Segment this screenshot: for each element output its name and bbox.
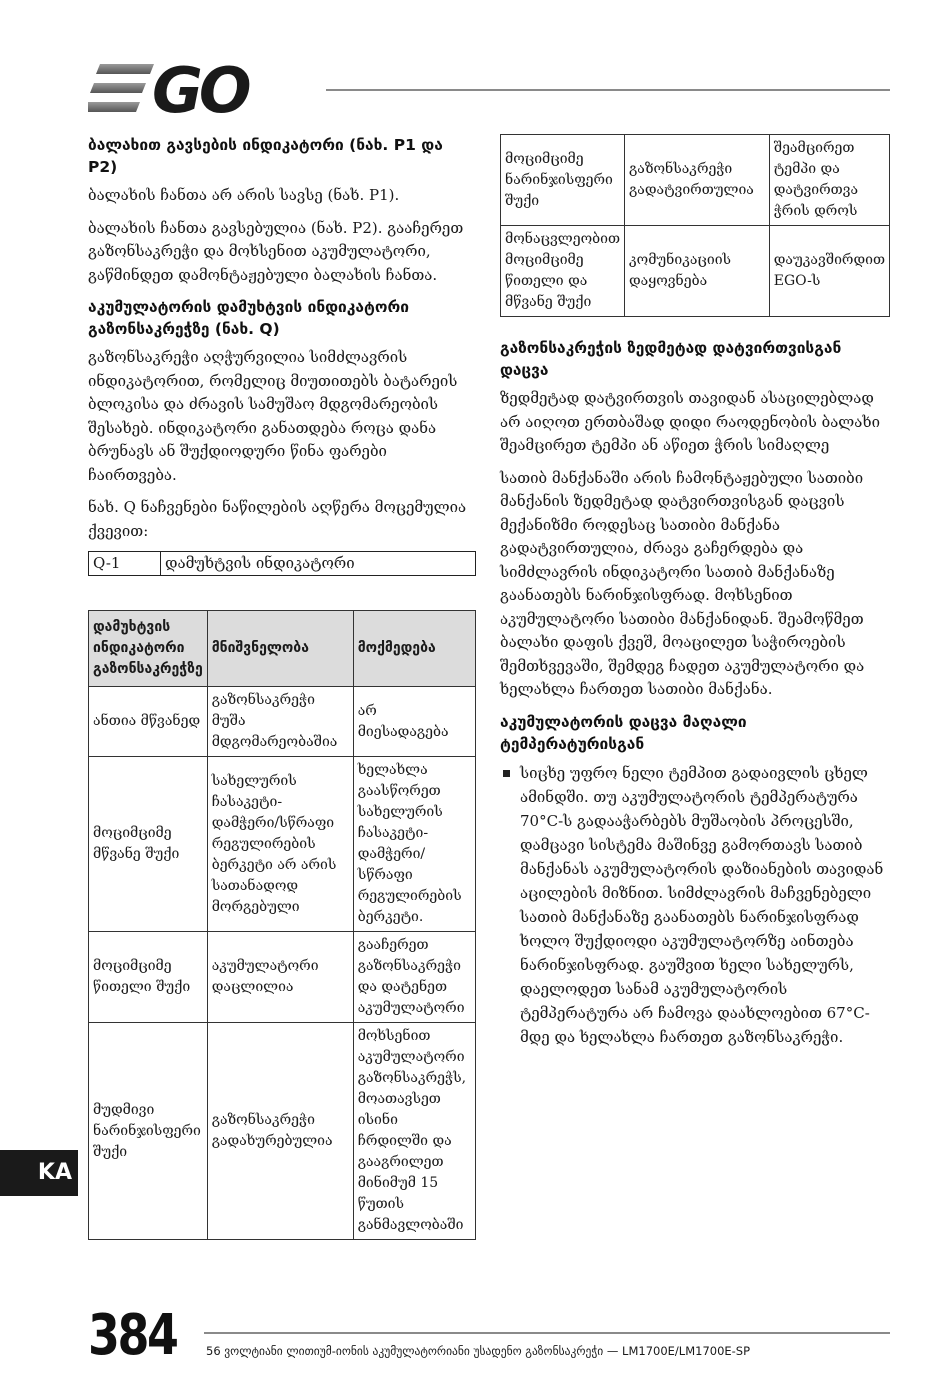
cell-meaning: აკუმულატორი დაცლილია	[207, 932, 353, 1023]
cell-indicator: მოციმციმე წითელი შუქი	[89, 932, 208, 1023]
table-row	[501, 135, 890, 226]
cell-indicator: ანთია მწვანედ	[89, 687, 208, 757]
cell-meaning: გაზონსაკრეჭი მუშა მდგომარეობაშია	[207, 687, 353, 757]
table-row	[89, 757, 476, 932]
language-tab: KA	[0, 1150, 78, 1196]
cell-action: არ მიესადაგება	[353, 687, 475, 757]
table-header-row	[89, 611, 476, 687]
cell-meaning: გაზონსაკრეჭი გადახურებულია	[207, 1023, 353, 1240]
indicator-status-table-continued	[500, 134, 890, 317]
left-column	[88, 134, 476, 1240]
cell-action: ხელახლა გაასწორეთ სახელურის ჩასაკეტი-დამჭერი/სწრაფი რეგულირების ბერკეტი.	[353, 757, 475, 932]
cell-indicator: მუდმივი ნარინჯისფერი შუქი	[89, 1023, 208, 1240]
charge-indicator-text: გაზონსაკრეჭი აღჭურვილია სიმძლავრის ინდიკატორით, რომელიც მიუთითებს ბატარეის ბლოკისა და ძრავის სამუშაო მდგომარეობის შესახებ. ინდიკატორი განათდება როცა დანა ბრუნავს ან შუქდიოდური წინა ფარები ჩაირთვება.	[88, 348, 458, 484]
cell-indicator: მოციმციმე ნარინჯისფერი შუქი	[501, 135, 625, 226]
legend-row	[89, 552, 476, 576]
header-meaning: მნიშვნელობა	[207, 611, 353, 687]
overload-tip-text: ზედმეტად დატვირთვის თავიდან ასაცილებლად არ აიღოთ ერთბაშად დიდი რაოდენობის ბალახი შეამცირეთ ტემპი ან აწიეთ ჭრის სიმაღლე	[500, 389, 880, 454]
footer-text: 56 ვოლტიანი ლითიუმ-იონის აკუმულატორიანი უსადენო გაზონსაკრეჭი — LM1700E/LM1700E-SP	[206, 1344, 751, 1358]
cell-meaning: გაზონსაკრეჭი გადატვირთულია	[625, 135, 770, 226]
temperature-bullet-text: სიცხე უფრო ნელი ტემპით გადაივლის ცხელ ამინდში. თუ აკუმულატორის ტემპერატურა 70°C-ს გადააჭარბებს მუშაობის პროცესში, დამცავი სისტემა მაშინვე გამორთავს სათიბ მანქანას აკუმულატორის დაზიანების თავიდან აცილების მიზნით. სიმძლავრის მაჩვენებელი სათიბ მანქანაზე გაანათებს ნარინჯისფრად ხოლო შუქდიოდი აკუმულატორზე აინთება ნარინჯისფრად. გაუშვით ხელი სახელურს, დაელოდეთ სანამ აკუმულატორის ტემპერატურა არ ჩამოვა დაახლოებით 67°C-მდე და ხელახლა ჩართეთ გაზონსაკრეჭი.	[520, 763, 884, 1046]
list-item	[500, 761, 890, 1049]
table-row	[89, 687, 476, 757]
grass-indicator-heading: ბალახით გავსების ინდიკატორი (ნახ. P1 და P2)	[88, 136, 443, 176]
ego-logo	[88, 62, 306, 116]
table-row	[89, 1023, 476, 1240]
square-bullet-icon	[503, 770, 510, 777]
page-number: 384	[88, 1303, 177, 1368]
header-action: მოქმედება	[353, 611, 475, 687]
header-indicator: დამუხტვის ინდიკატორი გაზონსაკრეჭზე	[89, 611, 208, 687]
overload-mechanism-text: სათიბ მანქანაში არის ჩამონტაჟებული სათიბი მანქანის ზედმეტად დატვირთვისგან დაცვის მექანიზმი როდესაც სათიბი მანქანა გადატვირთულია, ძრავა გაჩერდება და სიმძლავრის ინდიკატორი სათიბ მანქანაზე გაანათებს ნარინჯისფრად. მოხსენით აკუმულატორი სათიბი მანქანიდან. შეამოწმეთ ბალახი დაფის ქვეშ, მოაცილეთ საჭიროების შემთხვევაში, შემდეგ ჩადეთ აკუმულატორი და ხელახლა ჩართეთ სათიბი მანქანა.	[500, 468, 865, 698]
parts-description-text: ნახ. Q ნაჩვენები ნაწილების აღწერა მოცემულია ქვევით:	[88, 498, 467, 540]
header-rule	[326, 89, 890, 91]
parts-legend-table	[88, 551, 476, 576]
right-column	[500, 134, 890, 1049]
cell-action: დაუკავშირდით EGO-ს	[769, 226, 889, 317]
overload-protection-heading: გაზონსაკრეჭის ზედმეტად დატვირთვისგან დაცვა	[500, 339, 842, 379]
cell-indicator: მოციმციმე მწვანე შუქი	[89, 757, 208, 932]
cell-action: მოხსენით აკუმულატორი გაზონსაკრეჭს, მოათავსეთ ისინი ჩრდილში და გააგრილეთ მინიმუმ 15 წუთის განმავლობაში	[353, 1023, 475, 1240]
cell-action: გააჩერეთ გაზონსაკრეჭი და დატენეთ აკუმულატორი	[353, 932, 475, 1023]
cell-action: შეამცირეთ ტემპი და დატვირთვა ჭრის დროს	[769, 135, 889, 226]
table-row	[89, 932, 476, 1023]
legend-code: Q-1	[89, 552, 161, 576]
legend-label: დამუხტვის ინდიკატორი	[161, 552, 476, 576]
temperature-protection-heading: აკუმულატორის დაცვა მაღალი ტემპერატურისგან	[500, 712, 747, 753]
charge-indicator-heading: აკუმულატორის დამუხტვის ინდიკატორი გაზონსაკრეჭზე (ნახ. Q)	[88, 298, 409, 338]
grass-bag-empty-text: ბალახის ჩანთა არ არის სავსე (ნახ. P1).	[88, 186, 400, 204]
temperature-bullet-list	[500, 761, 890, 1049]
svg-text:GO: GO	[152, 62, 248, 116]
indicator-status-table	[88, 610, 476, 1240]
cell-meaning: სახელურის ჩასაკეტი-დამჭერი/სწრაფი რეგულირების ბერკეტი არ არის სათანადოდ მორგებული	[207, 757, 353, 932]
grass-bag-full-text: ბალახის ჩანთა გავსებულია (ნახ. P2). გააჩერეთ გაზონსაკრეჭი და მოხსენით აკუმულატორი, გაწმინდეთ დამონტაჟებული ბალახის ჩანთა.	[88, 218, 464, 284]
cell-indicator: მონაცვლეობით მოციმციმე წითელი და მწვანე შუქი	[501, 226, 625, 317]
table-row	[501, 226, 890, 317]
footer-rule	[204, 1332, 890, 1334]
cell-meaning: კომუნიკაციის დაყოვნება	[625, 226, 770, 317]
